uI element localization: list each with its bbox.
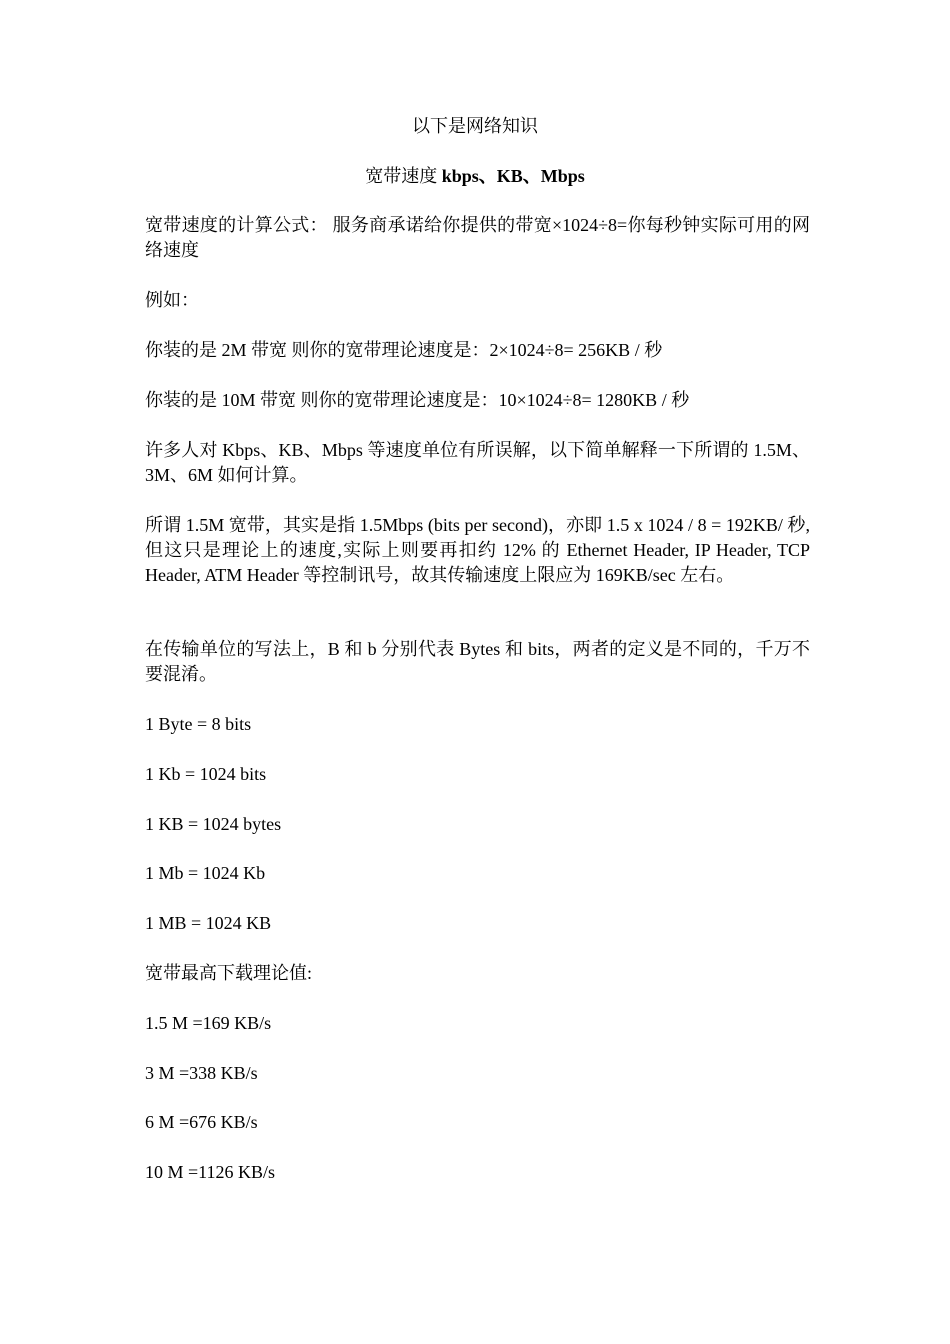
example-10m: 你装的是 10M 带宽 则你的宽带理论速度是：10×1024÷8= 1280KB / 秒 bbox=[145, 390, 690, 410]
unit-line: 1 Mb = 1024 Kb bbox=[145, 863, 266, 883]
unit-line: 1 MB = 1024 KB bbox=[145, 913, 272, 933]
doc-heading: 以下是网络知识 bbox=[412, 116, 538, 136]
unit-line: 1 KB = 1024 bytes bbox=[145, 814, 282, 834]
max-download-line: 6 M =676 KB/s bbox=[145, 1112, 258, 1132]
formula-paragraph: 宽带速度的计算公式： 服务商承诺给你提供的带宽×1024÷8=你每秒钟实际可用的网络速度 bbox=[145, 215, 810, 260]
unit-line: 1 Byte = 8 bits bbox=[145, 714, 252, 734]
notation-paragraph: 在传输单位的写法上，B 和 b 分别代表 Bytes 和 bits，两者的定义是不同的，千万不要混淆。 bbox=[145, 639, 810, 684]
max-download-line: 3 M =338 KB/s bbox=[145, 1063, 258, 1083]
max-download-line: 1.5 M =169 KB/s bbox=[145, 1013, 272, 1033]
subheading-prefix: 宽带速度 bbox=[365, 166, 442, 186]
max-download-label: 宽带最高下载理论值: bbox=[145, 963, 313, 983]
misunderstanding-paragraph: 许多人对 Kbps、KB、Mbps 等速度单位有所误解，以下简单解释一下所谓的 1.5M、 3M、6M 如何计算。 bbox=[145, 440, 810, 485]
example-2m: 你装的是 2M 带宽 则你的宽带理论速度是：2×1024÷8= 256KB / 秒 bbox=[145, 340, 663, 360]
explanation-paragraph: 所谓 1.5M 宽带，其实是指 1.5Mbps (bits per second)，亦即 1.5 x 1024 / 8 = 192KB/ 秒,但这只是理论上的速度,实际上则要再扣约 12% 的 Ethernet Header, IP Header, TCP Header, ATM Header 等控制讯号，故其传输速度上限应为 169KB/sec 左右。 bbox=[145, 515, 810, 585]
subheading-units: kbps、KB、Mbps bbox=[441, 166, 585, 186]
unit-line: 1 Kb = 1024 bits bbox=[145, 764, 267, 784]
max-download-line: 10 M =1126 KB/s bbox=[145, 1162, 275, 1182]
example-label: 例如： bbox=[145, 290, 199, 310]
doc-subheading bbox=[0, 164, 950, 189]
